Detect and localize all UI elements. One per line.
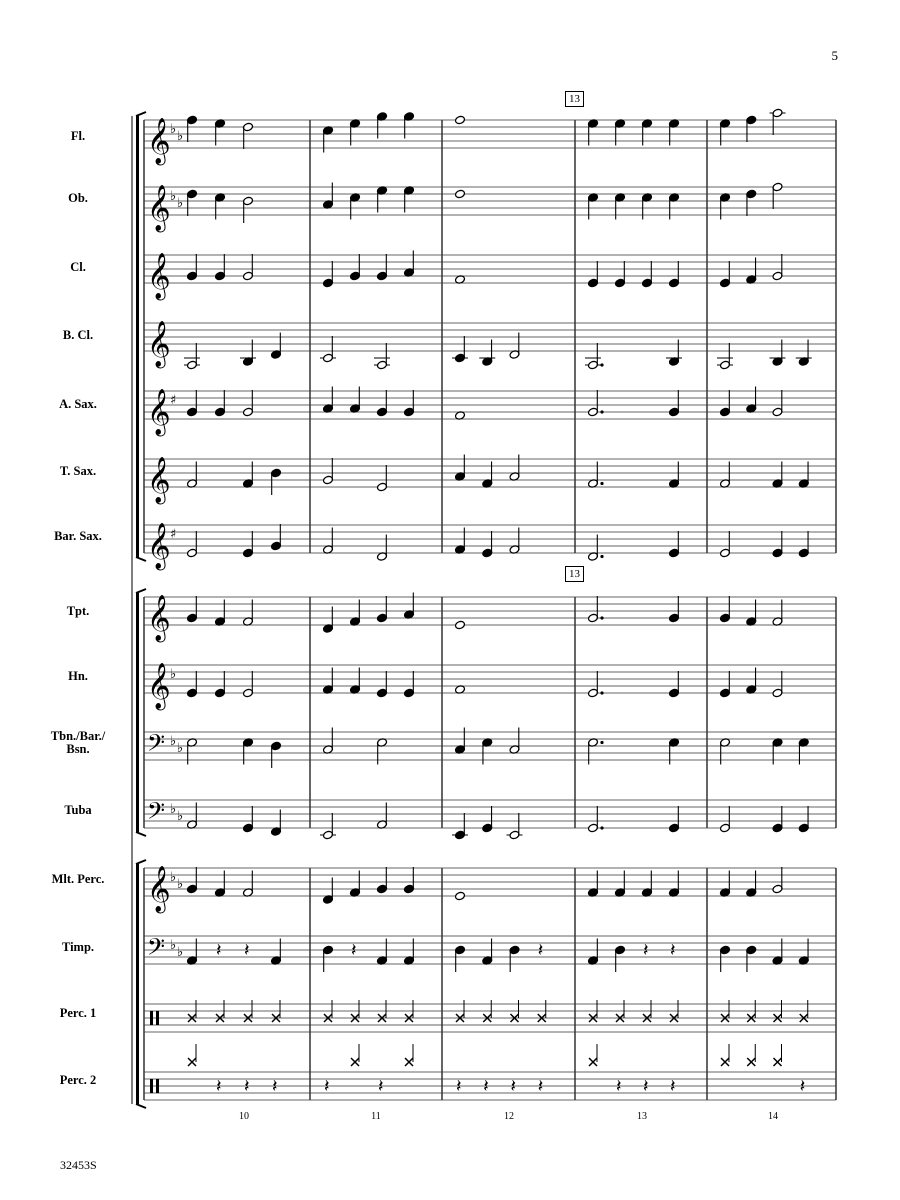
quarter-rest-icon: 𝄽 xyxy=(351,940,357,961)
percussion-clef-icon xyxy=(150,1079,153,1093)
rehearsal-mark-woodwinds: 13 xyxy=(565,91,584,107)
percussion-clef-icon xyxy=(156,1011,159,1025)
instrument-label-mallet-perc: Mlt. Perc. xyxy=(51,872,105,886)
instrument-label-tenor-sax: T. Sax. xyxy=(59,464,97,478)
percussion-clef-icon xyxy=(156,1079,159,1093)
quarter-rest-icon: 𝄽 xyxy=(643,940,649,961)
instrument-label-bass-clarinet: B. Cl. xyxy=(62,328,94,342)
bass-clef-icon: 𝄢 xyxy=(147,933,166,966)
measure-number-10: 10 xyxy=(239,1111,249,1122)
quarter-rest-icon: 𝄽 xyxy=(483,1076,489,1097)
flat-icon: ♭ xyxy=(170,938,177,953)
flat-icon: ♭ xyxy=(177,196,184,211)
flat-icon: ♭ xyxy=(177,809,184,824)
flat-icon: ♭ xyxy=(170,870,177,885)
flat-icon: ♭ xyxy=(170,667,177,682)
treble-clef-icon: 𝄞 xyxy=(147,457,171,503)
quarter-rest-icon: 𝄽 xyxy=(670,940,676,961)
quarter-rest-icon: 𝄽 xyxy=(244,940,250,961)
bracket-hook xyxy=(136,557,146,561)
flat-icon: ♭ xyxy=(177,129,184,144)
flat-icon: ♭ xyxy=(177,741,184,756)
sharp-icon: ♯ xyxy=(170,393,177,408)
dot xyxy=(600,410,603,413)
group-bracket xyxy=(136,864,139,1104)
bracket-hook xyxy=(136,860,146,864)
page-number: 5 xyxy=(831,48,838,63)
whole-note xyxy=(455,620,466,630)
instrument-label-alto-sax: A. Sax. xyxy=(59,397,97,411)
treble-clef-icon: 𝄞 xyxy=(147,866,171,912)
bass-clef-icon: 𝄢 xyxy=(147,797,166,830)
quarter-rest-icon: 𝄽 xyxy=(378,1076,384,1097)
quarter-rest-icon: 𝄽 xyxy=(537,940,544,961)
measure-number-12: 12 xyxy=(504,1111,514,1122)
bracket-hook xyxy=(136,112,146,116)
group-bracket xyxy=(136,116,139,557)
dot xyxy=(600,741,603,744)
treble-clef-icon: 𝄞 xyxy=(147,253,171,299)
sharp-icon: ♯ xyxy=(170,527,177,542)
instrument-label-tuba: Tuba xyxy=(64,803,92,817)
quarter-rest-icon: 𝄽 xyxy=(244,1076,250,1097)
instrument-label-flute: Fl. xyxy=(70,129,86,143)
dot xyxy=(600,555,603,558)
quarter-rest-icon: 𝄽 xyxy=(670,1076,676,1097)
bracket-hook xyxy=(136,832,146,836)
treble-clef-icon: 𝄞 xyxy=(147,389,171,435)
treble-clef-icon: 𝄞 xyxy=(147,185,171,231)
dot xyxy=(600,691,603,694)
quarter-rest-icon: 𝄽 xyxy=(643,1076,649,1097)
treble-clef-icon: 𝄞 xyxy=(147,663,171,709)
catalog-number: 32453S xyxy=(60,1158,97,1172)
instrument-label-timpani: Timp. xyxy=(61,940,95,954)
whole-note xyxy=(455,189,466,199)
instrument-label-trombone: Tbn./Bar./ Bsn. xyxy=(50,729,106,756)
dot xyxy=(600,482,603,485)
flat-icon: ♭ xyxy=(170,734,177,749)
dot xyxy=(600,363,603,366)
group-bracket xyxy=(136,593,139,832)
quarter-rest-icon: 𝄽 xyxy=(510,1076,517,1097)
instrument-label-bari-sax: Bar. Sax. xyxy=(54,529,102,543)
bass-clef-icon: 𝄢 xyxy=(147,729,166,762)
treble-clef-icon: 𝄞 xyxy=(147,523,171,569)
instrument-label-clarinet: Cl. xyxy=(70,260,86,274)
flat-icon: ♭ xyxy=(177,945,184,960)
rehearsal-mark-brass: 13 xyxy=(565,566,584,582)
flat-icon: ♭ xyxy=(170,189,177,204)
quarter-rest-icon: 𝄽 xyxy=(324,1076,330,1097)
quarter-rest-icon: 𝄽 xyxy=(272,1076,278,1097)
quarter-rest-icon: 𝄽 xyxy=(616,1076,622,1097)
quarter-rest-icon: 𝄽 xyxy=(537,1076,544,1097)
whole-note xyxy=(455,891,466,901)
dot xyxy=(600,826,603,829)
treble-clef-icon: 𝄞 xyxy=(147,595,171,641)
flat-icon: ♭ xyxy=(170,802,177,817)
whole-note xyxy=(455,115,466,125)
bracket-hook xyxy=(136,1104,146,1108)
treble-clef-icon: 𝄞 xyxy=(147,321,171,367)
percussion-clef-icon xyxy=(150,1011,153,1025)
bracket-hook xyxy=(136,589,146,593)
quarter-rest-icon: 𝄽 xyxy=(799,1076,806,1097)
instrument-label-oboe: Ob. xyxy=(68,191,88,205)
treble-clef-icon: 𝄞 xyxy=(147,118,171,164)
dot xyxy=(600,616,603,619)
instrument-label-trumpet: Tpt. xyxy=(66,604,90,618)
measure-number-13: 13 xyxy=(637,1111,647,1122)
instrument-label-perc-2: Perc. 2 xyxy=(59,1073,97,1087)
measure-number-14: 14 xyxy=(768,1111,778,1122)
quarter-rest-icon: 𝄽 xyxy=(216,1076,222,1097)
instrument-label-horn: Hn. xyxy=(68,669,88,683)
flat-icon: ♭ xyxy=(177,877,184,892)
quarter-rest-icon: 𝄽 xyxy=(456,1076,462,1097)
quarter-rest-icon: 𝄽 xyxy=(216,940,222,961)
instrument-label-perc-1: Perc. 1 xyxy=(59,1006,97,1020)
measure-number-11: 11 xyxy=(371,1111,381,1122)
flat-icon: ♭ xyxy=(170,122,177,137)
